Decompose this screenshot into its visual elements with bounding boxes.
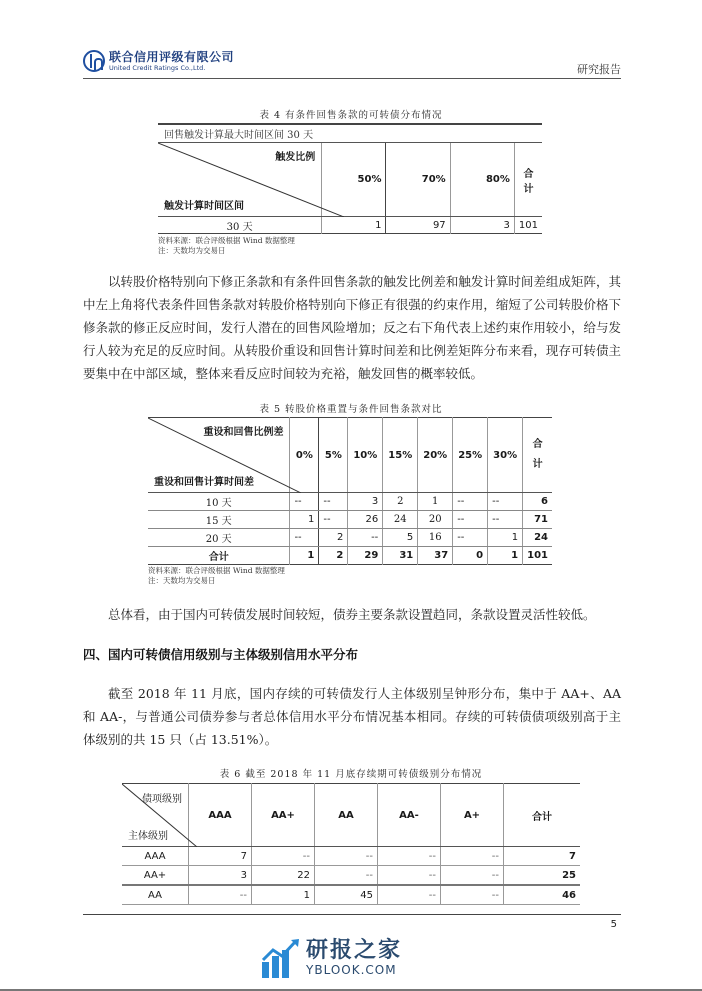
cell: -- [252,847,315,866]
cell: 1 [322,217,386,234]
table4-source [158,236,295,256]
table5-col-header: 0% [290,418,319,493]
document-type-label: 研究报告 [577,63,621,76]
table6-diagonal-header [122,784,189,847]
table4-col-axis-label: 触发比例 [275,152,316,163]
table5-caption: 表 5 转股价格重置与条件回售条款对比 [259,404,443,415]
table-row [148,511,552,529]
cell: 2 [319,529,348,547]
table-row [158,217,542,234]
cell: 16 [418,529,453,547]
cell: -- [348,529,383,547]
cell: -- [319,493,348,511]
cell: -- [290,529,319,547]
cell: 7 [504,847,581,866]
cell: -- [441,885,504,905]
table6-col-header: A+ [441,784,504,847]
cell: 101 [514,217,542,234]
total-label-line1: 合 [532,439,543,450]
table6-row-axis-label: 主体级别 [128,831,168,842]
table5-col-axis-label: 重设和回售比例差 [203,427,284,438]
cell: 0 [453,547,488,565]
table5-col-header: 20% [418,418,453,493]
company-name-cn: 联合信用评级有限公司 [109,49,235,64]
table4-col-header: 70% [386,143,450,217]
cell: 37 [418,547,453,565]
cell: 3 [450,217,514,234]
body-paragraph-3: 截至 2018 年 11 月底，国内存续的可转债发行人主体级别呈钟形分布，集中于 AA+、AA 和 AA-，与普通公司债券参与者总体信用水平分布情况基本相同。存续的可转债债项级别高于主体级别的共 15 只（占 13.51%）。 [83,686,621,747]
chart-growth-icon [262,938,300,978]
page-number: 5 [610,919,617,930]
cell: 46 [504,885,581,905]
table4-caption: 表 4 有条件回售条款的可转债分布情况 [259,110,443,121]
table6 [122,783,580,905]
table6-col-axis-label: 债项级别 [142,794,182,805]
cell: -- [441,847,504,866]
row-label: 10 天 [148,493,290,511]
cell: 71 [523,511,552,529]
table4-source-text: 资料来源：联合评级根据 Wind 数据整理 [158,236,295,245]
cell: 1 [488,529,523,547]
company-logo [83,50,234,72]
cell: -- [315,866,378,886]
row-label: 15 天 [148,511,290,529]
cell: -- [441,866,504,886]
cell: 1 [252,885,315,905]
watermark-text-cn: 研报之家 [306,938,403,963]
cell: -- [378,866,441,886]
cell: 3 [348,493,383,511]
cell: 1 [488,547,523,565]
table4-note-text: 注：天数均为交易日 [158,246,226,255]
row-label: AA [122,885,189,905]
cell: -- [453,511,488,529]
cell: 101 [523,547,552,565]
cell: 29 [348,547,383,565]
table5-col-header-total [523,418,552,493]
table4-col-header: 50% [322,143,386,217]
table5-note-text: 注：天数均为交易日 [148,576,216,585]
table6-col-header: AA- [378,784,441,847]
table5 [148,417,552,565]
cell: 6 [523,493,552,511]
table6-col-header: 合计 [504,784,581,847]
cell: -- [378,885,441,905]
body-paragraph-1: 以转股价格特别向下修正条款和有条件回售条款的触发比例差和触发计算时间差组成矩阵，其中左上角将代表条件回售条款对转股价格特别向下修正有很强的约束作用，缩短了公司转股价格下修条款的修正反应时间，发行人潜在的回售风险增加；反之右下角代表上述约束作用较小，给与发行人较为充足的反应时间。从转股价重设和回售计算时间差和比例差矩阵分布来看，现存可转债主要集中在中部区域，整体来看反应时间较为充裕，触发回售的概率较低。 [83,274,621,381]
row-label: AAA [122,847,189,866]
table4-col-header: 合计 [514,143,542,217]
body-paragraph-2: 总体看，由于国内可转债发展时间较短，债券主要条款设置趋同，条款设置灵活性较低。 [108,607,596,622]
table5-col-header: 10% [348,418,383,493]
table-row [148,493,552,511]
table5-col-header: 25% [453,418,488,493]
watermark-text-en: YBLOOK.COM [306,963,397,977]
table5-source-text: 资料来源：联合评级根据 Wind 数据整理 [148,566,285,575]
cell: 31 [383,547,418,565]
cell: 45 [315,885,378,905]
logo-icon [83,50,105,72]
row-label: AA+ [122,866,189,886]
cell: -- [319,511,348,529]
cell: 3 [189,866,252,886]
cell: 1 [290,547,319,565]
section-heading: 四、国内可转债信用级别与主体级别信用水平分布 [83,647,359,662]
cell: 26 [348,511,383,529]
table4-col-header: 80% [450,143,514,217]
table6-col-header: AAA [189,784,252,847]
table-row [122,847,580,866]
table6-caption: 表 6 截至 2018 年 11 月底存续期可转债级别分布情况 [219,769,483,780]
table6-col-header: AA [315,784,378,847]
table5-col-header: 15% [383,418,418,493]
table5-diagonal-header [148,418,290,493]
table-row [122,885,580,905]
total-label-line2: 计 [532,459,543,470]
cell: -- [488,493,523,511]
table5-col-header: 30% [488,418,523,493]
row-label: 合计 [208,552,229,563]
cell: -- [378,847,441,866]
cell: 97 [386,217,450,234]
row-label: 20 天 [148,529,290,547]
cell: 7 [189,847,252,866]
table4-note-row: 回售触发计算最大时间区间 30 天 [158,124,542,143]
table4 [158,123,542,234]
cell: 22 [252,866,315,886]
cell: -- [453,493,488,511]
footer-divider [83,914,621,915]
table4-diagonal-header [158,143,322,217]
cell: 24 [523,529,552,547]
cell: -- [453,529,488,547]
page-header [83,48,621,79]
table4-row-axis-label: 触发计算时间区间 [164,201,244,212]
cell: -- [189,885,252,905]
table-row-total [148,547,552,565]
cell: 24 [383,511,418,529]
cell: 1 [418,493,453,511]
table5-row-axis-label: 重设和回售计算时间差 [154,477,254,488]
cell: -- [290,493,319,511]
table-row [148,529,552,547]
table5-source [148,566,285,586]
cell: 5 [383,529,418,547]
row-label: 30 天 [226,221,253,233]
cell: -- [488,511,523,529]
watermark-logo [262,938,402,978]
cell: 1 [290,511,319,529]
cell: 2 [319,547,348,565]
cell: 25 [504,866,581,886]
table6-col-header: AA+ [252,784,315,847]
cell: 2 [383,493,418,511]
table5-col-header: 5% [319,418,348,493]
table-row [122,866,580,886]
cell: 20 [418,511,453,529]
cell: -- [315,847,378,866]
company-name-en: United Credit Ratings Co.,Ltd. [109,63,206,72]
